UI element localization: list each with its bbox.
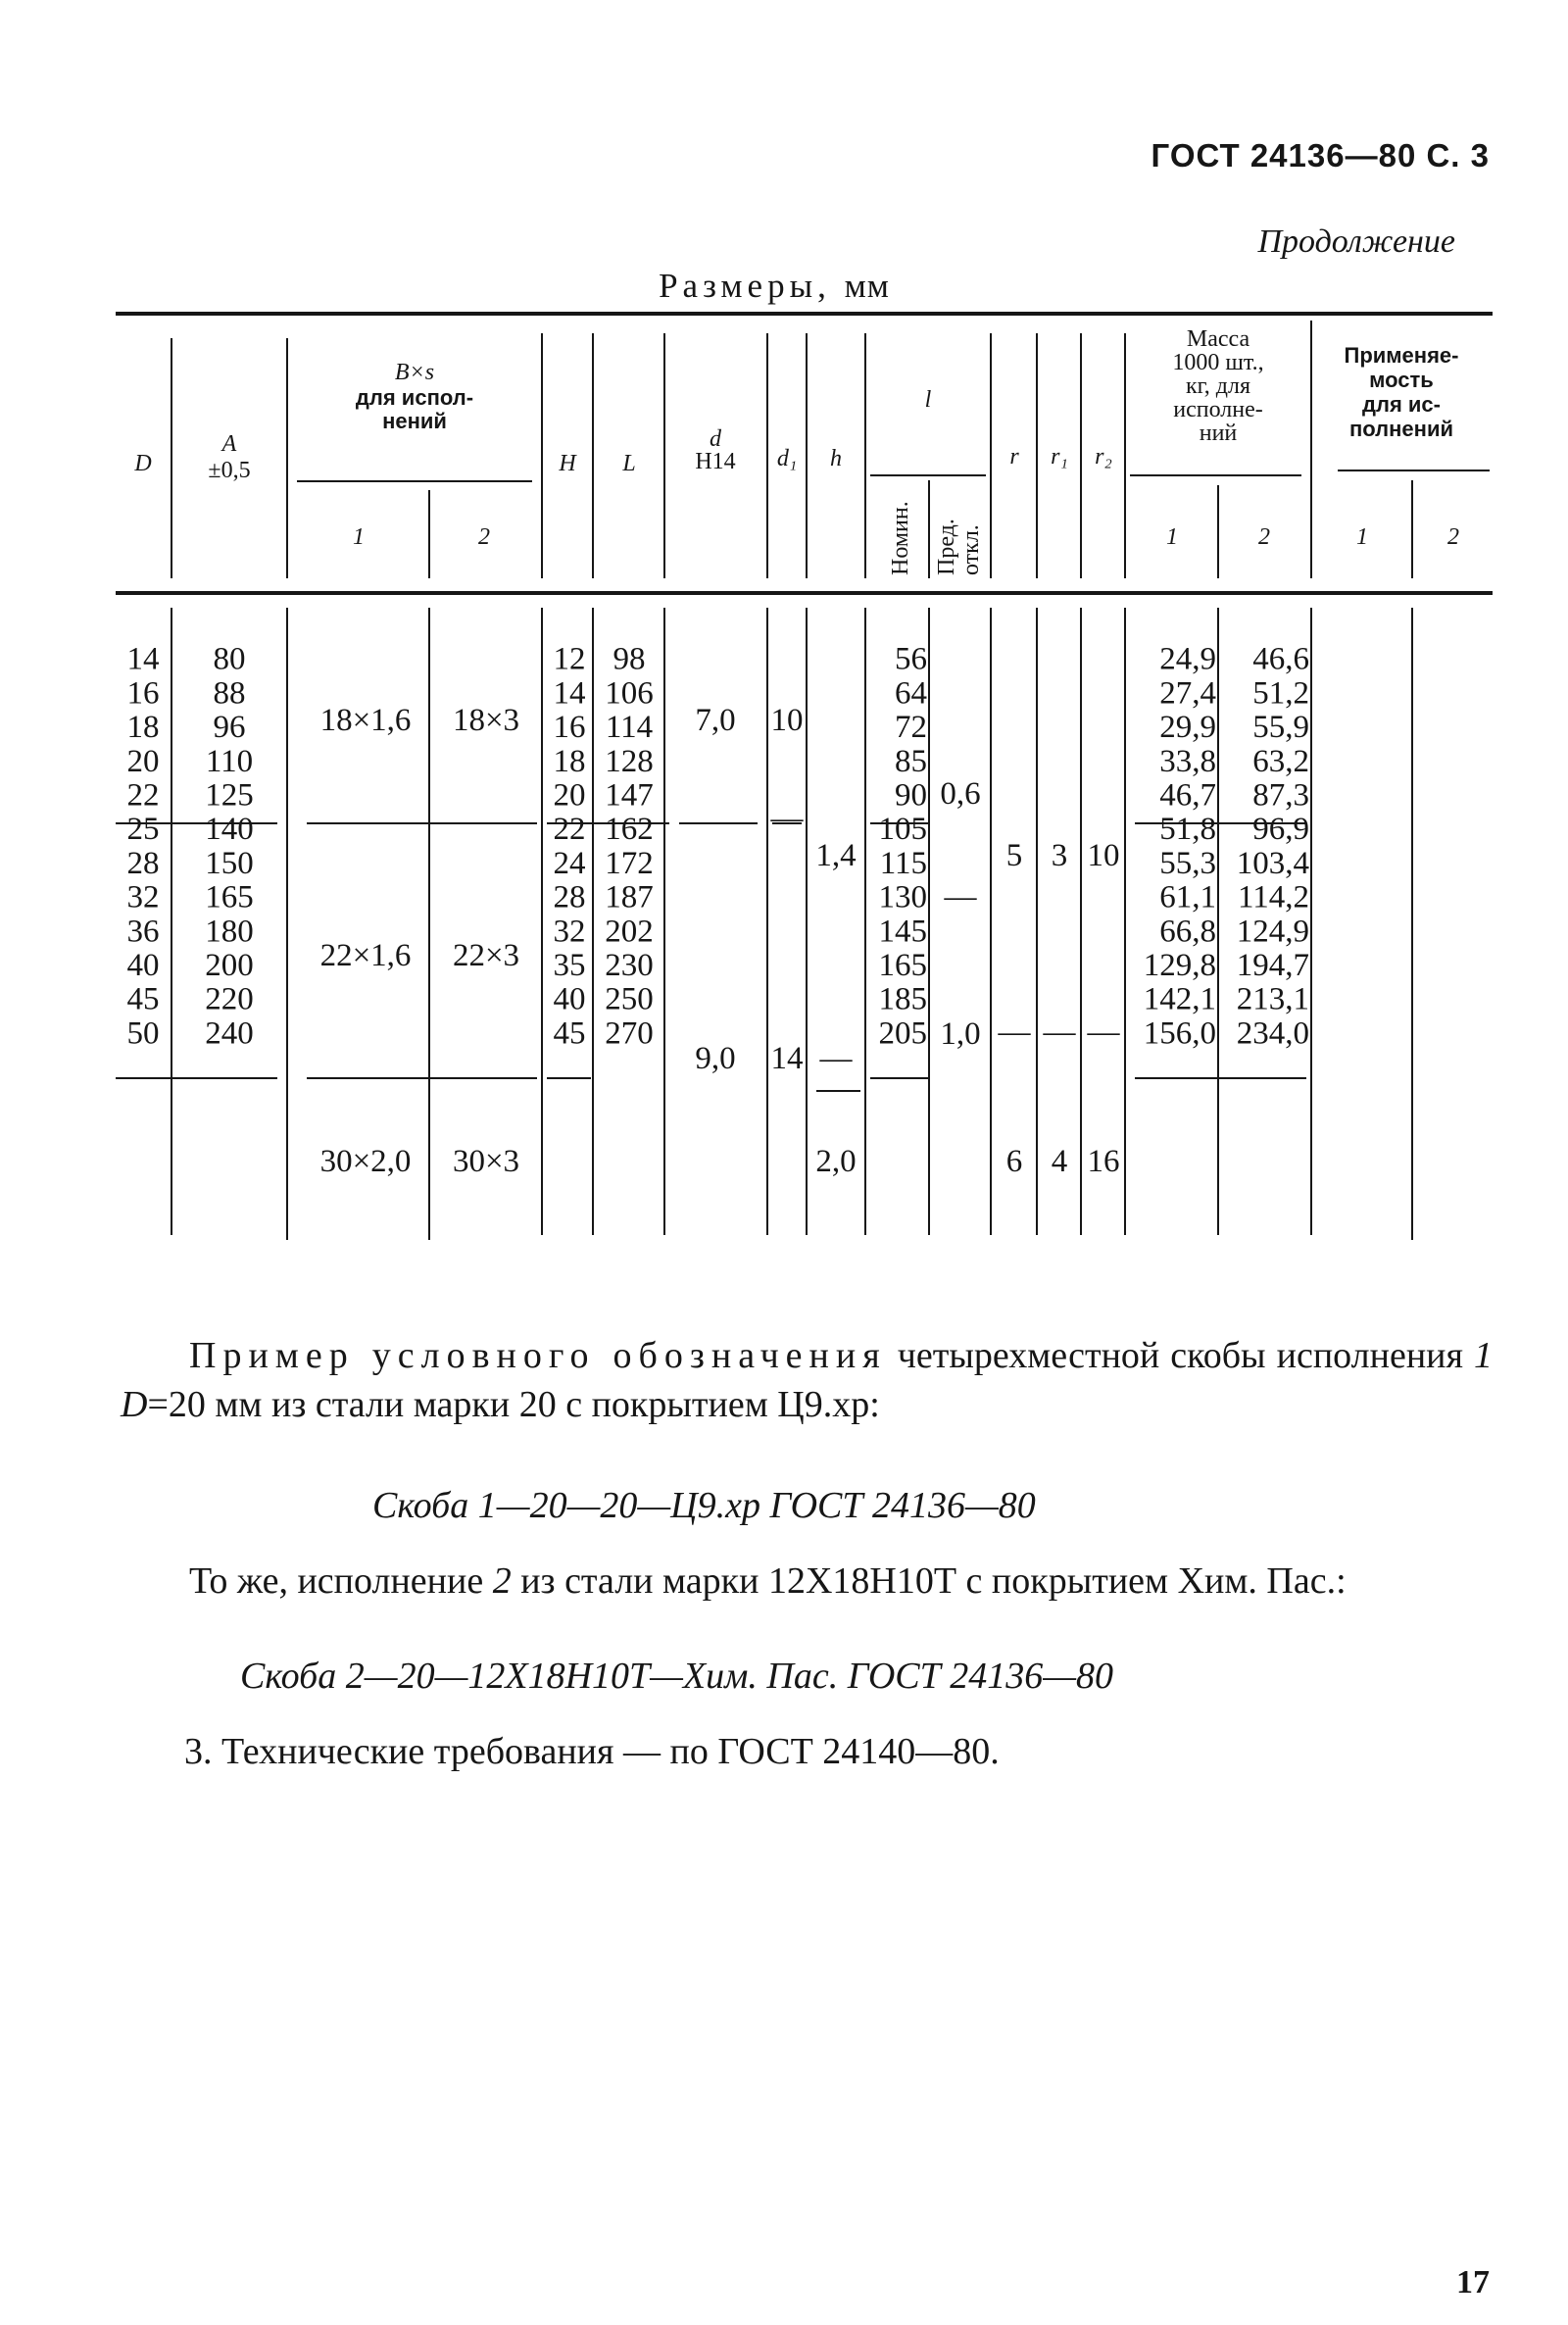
dimensions-table <box>116 309 1493 1289</box>
r-dash: — <box>998 1014 1031 1050</box>
cell-l-row-10: 165 <box>878 948 927 983</box>
header-d: d <box>710 426 721 452</box>
header-A: A <box>221 431 237 457</box>
header-l-deviation-2: откл. <box>958 524 984 575</box>
d1-group-2: 14 <box>770 1041 804 1076</box>
header-ver1: 1 <box>353 524 365 550</box>
cell-h-row-5: 20 <box>553 777 586 814</box>
cell-m1-row-1: 24,9 <box>1159 641 1216 677</box>
d1-dash: — <box>770 801 804 836</box>
cell-l-row-11: 185 <box>878 981 927 1017</box>
continuation-label: Продолжение <box>1257 223 1455 260</box>
cell-h-row-10: 35 <box>553 948 586 983</box>
d1-group-1: 10 <box>770 703 804 738</box>
r2-dash: — <box>1087 1014 1120 1050</box>
table-header <box>133 326 1459 575</box>
cell-d-row-6: 25 <box>126 812 160 848</box>
header-r1: r₁ <box>1051 444 1068 470</box>
cell-m1-row-12: 156,0 <box>1143 1015 1216 1052</box>
cell-l-row-2: 106 <box>605 675 654 712</box>
header-d-tolerance: H14 <box>695 449 736 474</box>
header-l: l <box>924 387 932 413</box>
version2-paragraph <box>121 1557 1493 1606</box>
cell-h-row-11: 40 <box>553 981 586 1017</box>
designation-paragraph <box>121 1331 1493 1429</box>
header-l-nominal: Номин. <box>888 501 913 575</box>
header-mass-ver1: 1 <box>1166 524 1178 550</box>
dimensions-unit: мм <box>844 267 890 305</box>
designation-tail: =20 мм из стали марки 20 с покрытием Ц9.хр: <box>147 1384 880 1425</box>
r2-group-2: 16 <box>1087 1144 1120 1179</box>
cell-a-row-9: 180 <box>205 914 254 950</box>
cell-m2-row-3: 55,9 <box>1252 710 1309 746</box>
l-deviation-group-1: 0,6 <box>940 776 981 812</box>
header-appl-ver2: 2 <box>1447 524 1459 550</box>
cell-m2-row-8: 114,2 <box>1237 879 1309 915</box>
cell-l-row-4: 85 <box>895 743 927 779</box>
cell-l-row-1: 98 <box>612 641 646 677</box>
bs2-group-2: 22×3 <box>452 938 520 973</box>
cell-l-row-5: 147 <box>605 777 654 814</box>
cell-h-row-2: 14 <box>553 675 586 712</box>
header-mass-2: 1000 шт., <box>1172 350 1264 375</box>
r2-group-1: 10 <box>1087 838 1120 873</box>
cell-m2-row-4: 63,2 <box>1252 743 1309 779</box>
cell-a-row-3: 96 <box>213 710 246 746</box>
cell-l-row-11: 250 <box>605 981 654 1017</box>
version2-a: То же, исполнение <box>189 1560 484 1602</box>
cell-a-row-1: 80 <box>213 641 246 677</box>
bs1-group-3: 30×2,0 <box>319 1144 412 1179</box>
cell-h-row-8: 28 <box>553 879 586 915</box>
cell-a-row-5: 125 <box>205 777 254 814</box>
header-mass-1: Масса <box>1186 326 1250 352</box>
header-H: H <box>559 451 576 476</box>
cell-l-row-9: 145 <box>878 914 927 950</box>
cell-d-row-8: 32 <box>126 879 160 915</box>
cell-m1-row-6: 51,8 <box>1159 812 1216 848</box>
table-body-groups <box>320 703 1121 1179</box>
cell-m2-row-1: 46,6 <box>1252 641 1309 677</box>
designation-version: 1 <box>1474 1335 1494 1376</box>
header-Bs: B×s <box>394 360 435 385</box>
cell-m1-row-2: 27,4 <box>1159 675 1216 712</box>
cell-a-row-11: 220 <box>205 981 254 1017</box>
r1-group-1: 3 <box>1051 838 1068 873</box>
cell-m2-row-2: 51,2 <box>1252 675 1309 712</box>
version2-b: из стали марки 12Х18Н10Т с покрытием Хим. Пас.: <box>520 1560 1347 1602</box>
dimensions-caption <box>578 267 970 306</box>
cell-m1-row-7: 55,3 <box>1159 845 1216 881</box>
technical-requirements: 3. Технические требования — по ГОСТ 24140—80. <box>184 1731 1000 1772</box>
cell-m1-row-11: 142,1 <box>1143 981 1216 1017</box>
cell-l-row-2: 64 <box>895 675 927 712</box>
cell-h-row-6: 22 <box>553 812 586 848</box>
cell-m2-row-10: 194,7 <box>1236 948 1309 983</box>
cell-d-row-1: 14 <box>126 641 160 677</box>
cell-m2-row-11: 213,1 <box>1236 981 1309 1017</box>
cell-l-row-6: 105 <box>878 812 927 848</box>
standard-header: ГОСТ 24136—80 С. 3 <box>1151 137 1490 173</box>
cell-l-row-4: 128 <box>605 743 654 779</box>
header-mass-5: ний <box>1199 420 1238 446</box>
dimensions-prefix: Размеры, <box>659 267 831 305</box>
cell-l-row-7: 172 <box>605 845 654 881</box>
example-designation-2: Скоба 2—20—12Х18Н10Т—Хим. Пас. ГОСТ 24136—80 <box>240 1656 1114 1697</box>
cell-d-row-11: 45 <box>126 981 160 1017</box>
cell-l-row-8: 187 <box>605 879 654 915</box>
cell-h-row-1: 12 <box>553 641 586 677</box>
r1-group-2: 4 <box>1051 1144 1068 1179</box>
cell-d-row-2: 16 <box>126 675 160 712</box>
cell-l-row-12: 205 <box>878 1015 927 1052</box>
cell-m1-row-3: 29,9 <box>1159 710 1216 746</box>
header-L: L <box>622 451 636 476</box>
cell-m1-row-4: 33,8 <box>1159 743 1216 779</box>
cell-a-row-6: 140 <box>205 812 254 848</box>
d-group-1: 7,0 <box>695 703 736 738</box>
bs2-group-1: 18×3 <box>452 703 520 738</box>
cell-h-row-12: 45 <box>553 1015 586 1052</box>
header-appl-1: Применяе- <box>1344 343 1459 368</box>
cell-d-row-4: 20 <box>126 743 160 779</box>
cell-l-row-3: 114 <box>605 710 654 746</box>
r1-dash: — <box>1043 1014 1076 1050</box>
cell-l-row-9: 202 <box>605 914 654 950</box>
header-D: D <box>134 451 152 476</box>
bs2-group-3: 30×3 <box>452 1144 520 1179</box>
header-mass-4: исполне- <box>1173 397 1263 422</box>
cell-m1-row-5: 46,7 <box>1159 777 1216 814</box>
cell-a-row-12: 240 <box>205 1015 254 1052</box>
header-mass-ver2: 2 <box>1258 524 1270 550</box>
cell-l-row-10: 230 <box>605 948 654 983</box>
l-deviation-group-2: 1,0 <box>940 1016 981 1052</box>
cell-m1-row-8: 61,1 <box>1159 879 1216 915</box>
page-number: 17 <box>1456 2264 1490 2300</box>
cell-m2-row-5: 87,3 <box>1252 777 1309 814</box>
cell-a-row-8: 165 <box>205 879 254 915</box>
l-deviation-dash: — <box>944 879 977 915</box>
header-appl-ver1: 1 <box>1356 524 1368 550</box>
header-appl-4: полнений <box>1348 417 1454 441</box>
cell-a-row-7: 150 <box>205 845 254 881</box>
cell-l-row-8: 130 <box>878 879 927 915</box>
header-h: h <box>830 446 842 471</box>
cell-a-row-4: 110 <box>205 743 254 779</box>
cell-m2-row-9: 124,9 <box>1236 914 1309 950</box>
cell-d-row-5: 22 <box>126 777 160 814</box>
cell-d-row-12: 50 <box>126 1015 160 1052</box>
r-group-1: 5 <box>1005 838 1023 873</box>
header-mass-3: кг, для <box>1185 373 1251 399</box>
cell-m2-row-12: 234,0 <box>1236 1015 1309 1052</box>
header-r2: r₂ <box>1095 444 1112 470</box>
version2-number: 2 <box>492 1560 512 1602</box>
cell-d-row-3: 18 <box>126 710 160 746</box>
d-group-2: 9,0 <box>695 1041 736 1076</box>
designation-spaced: Пример условного обозначения <box>189 1335 887 1376</box>
cell-d-row-7: 28 <box>126 845 160 881</box>
cell-m1-row-10: 129,8 <box>1143 948 1216 983</box>
header-r: r <box>1009 444 1019 470</box>
cell-l-row-7: 115 <box>879 845 927 881</box>
header-ver2: 2 <box>478 524 490 550</box>
cell-m2-row-6: 96,9 <box>1252 812 1309 848</box>
example-designation-1: Скоба 1—20—20—Ц9.хр ГОСТ 24136—80 <box>372 1485 1036 1526</box>
cell-l-row-5: 90 <box>895 777 927 814</box>
header-l-deviation-1: Пред. <box>934 519 959 575</box>
cell-l-row-12: 270 <box>605 1015 654 1052</box>
cell-h-row-4: 18 <box>553 743 586 779</box>
h-group-1: 1,4 <box>815 838 857 873</box>
h-dash: — <box>819 1041 853 1076</box>
header-A-tolerance: ±0,5 <box>208 458 251 483</box>
cell-l-row-6: 162 <box>605 812 654 848</box>
bs1-group-2: 22×1,6 <box>319 938 412 973</box>
cell-a-row-2: 88 <box>213 675 246 712</box>
designation-rest: четырехместной скобы исполнения <box>897 1335 1463 1376</box>
header-appl-2: мость <box>1369 368 1434 392</box>
header-d1: d₁ <box>776 446 798 471</box>
cell-m2-row-7: 103,4 <box>1236 845 1309 881</box>
cell-d-row-9: 36 <box>126 914 160 950</box>
r-group-2: 6 <box>1005 1144 1023 1179</box>
cell-m1-row-9: 66,8 <box>1159 914 1216 950</box>
header-appl-3: для ис- <box>1362 392 1441 417</box>
header-Bs-sub2: нений <box>382 409 447 433</box>
bs1-group-1: 18×1,6 <box>319 703 412 738</box>
designation-D: D <box>121 1384 148 1425</box>
cell-h-row-7: 24 <box>553 845 586 881</box>
cell-l-row-3: 72 <box>895 710 927 746</box>
dimensions-table-svg <box>116 309 1493 1289</box>
h-group-2: 2,0 <box>815 1144 857 1179</box>
cell-d-row-10: 40 <box>126 948 160 983</box>
cell-a-row-10: 200 <box>205 948 254 983</box>
header-Bs-sub1: для испол- <box>355 385 474 410</box>
cell-h-row-3: 16 <box>553 710 586 746</box>
cell-h-row-9: 32 <box>553 914 586 950</box>
cell-l-row-1: 56 <box>895 641 927 677</box>
